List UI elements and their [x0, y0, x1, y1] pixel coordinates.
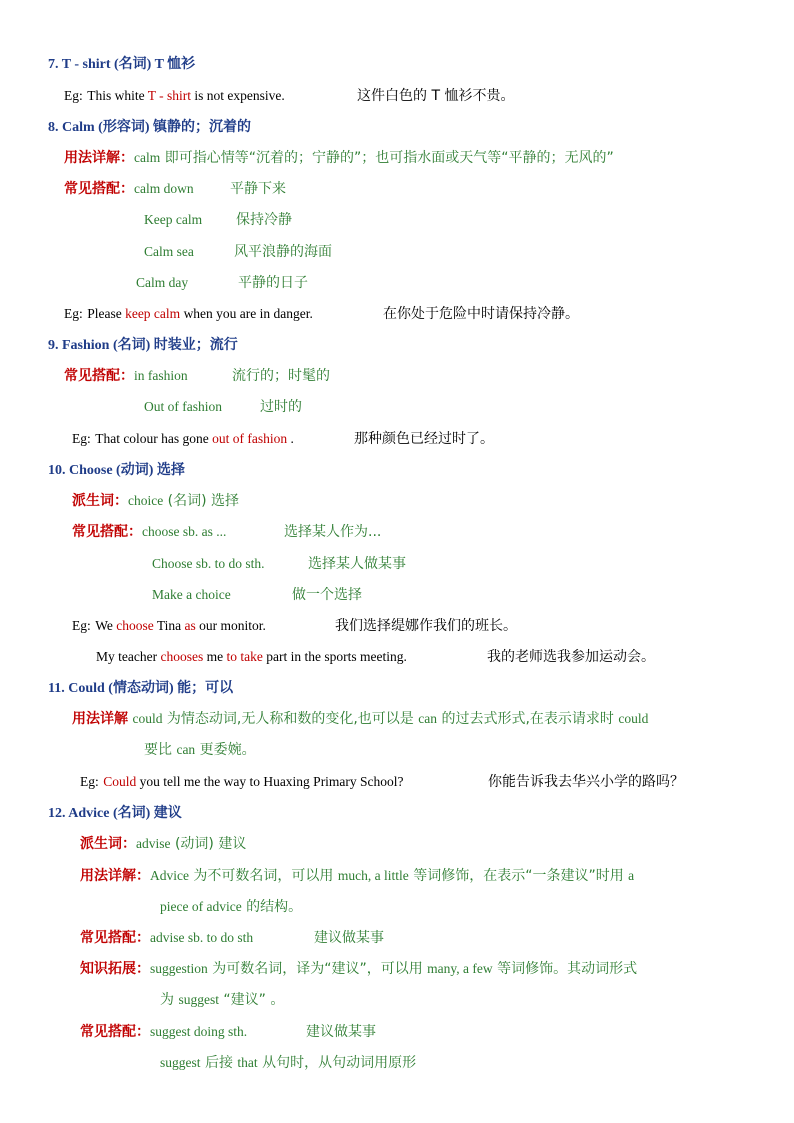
collocation-cn: 平静的日子 [238, 275, 308, 291]
section-11-heading: 11. Could (情态动词) 能；可以 [48, 681, 234, 696]
section-12-extension-cont: 为 suggest “建议” 。 [160, 992, 285, 1008]
section-9-example: Eg: That colour has gone out of fashion . [72, 431, 294, 446]
section-11-usage: 用法详解 could 为情态动词,无人称和数的变化,也可以是 can 的过去式形式,在表示请求时 could [72, 711, 649, 727]
section-8-example-cn: 在你处于危险中时请保持冷静。 [383, 306, 579, 322]
section-8-usage: 用法详解：calm 即可指心情等“沉着的；宁静的”；也可指水面或天气等“平静的；无风的” [64, 150, 614, 166]
section-12-usage-cont: piece of advice 的结构。 [160, 899, 303, 915]
section-11-example: Eg: Could you tell me the way to Huaxing Primary School? [80, 774, 404, 789]
collocation-en: Out of fashion [144, 399, 222, 414]
section-10-example-2-cn: 我的老师选我参加运动会。 [487, 649, 655, 665]
section-12-collocation: 常见搭配：advise sb. to do sth [80, 930, 254, 946]
collocation-cn: 选择某人作为... [284, 524, 382, 540]
section-10-derived: 派生词：choice (名词) 选择 [72, 493, 240, 509]
section-12-collocation-2: 常见搭配：suggest doing sth. [80, 1024, 248, 1040]
collocation-cn: 选择某人做某事 [308, 556, 406, 572]
section-7-heading: 7. T - shirt (名词) T 恤衫 [48, 57, 196, 72]
section-9-example-cn: 那种颜色已经过时了。 [354, 431, 494, 447]
section-12-extension: 知识拓展：suggestion 为可数名词，译为“建议”，可以用 many, a few 等词修饰。其动词形式 [80, 961, 638, 977]
section-12-note: suggest 后接 that 从句时，从句动词用原形 [160, 1055, 417, 1071]
collocation-en: Make a choice [152, 587, 231, 602]
collocation-cn: 保持冷静 [236, 212, 292, 228]
collocation-cn: 建议做某事 [314, 930, 384, 946]
section-9-heading: 9. Fashion (名词) 时装业；流行 [48, 338, 238, 353]
section-8-example: Eg: Please keep calm when you are in danger. [64, 306, 313, 321]
section-8-heading: 8. Calm (形容词) 镇静的；沉着的 [48, 120, 251, 135]
section-10-example: Eg: We choose Tina as our monitor. [72, 618, 266, 633]
section-11-usage-cont: 要比 can 更委婉。 [144, 742, 256, 758]
section-7-example: Eg: This white T - shirt is not expensive. [64, 88, 285, 103]
section-12-usage: 用法详解：Advice 为不可数名词，可以用 much, a little 等词修饰，在表示“一条建议”时用 a [80, 868, 635, 884]
section-10-example-cn: 我们选择缇娜作我们的班长。 [335, 618, 517, 634]
collocation-cn: 流行的；时髦的 [232, 368, 330, 384]
section-9-collocation: 常见搭配：in fashion [64, 368, 188, 384]
section-8-collocation: 常见搭配：calm down [64, 181, 194, 197]
section-11-example-cn: 你能告诉我去华兴小学的路吗？ [488, 774, 684, 790]
collocation-en: Calm day [136, 275, 189, 290]
section-10-collocation: 常见搭配：choose sb. as ... [72, 524, 227, 540]
section-10-example-2: My teacher chooses me to take part in the sports meeting. [96, 649, 407, 664]
collocation-en: Choose sb. to do sth. [152, 556, 265, 571]
collocation-cn: 建议做某事 [306, 1024, 376, 1040]
collocation-en: Calm sea [144, 244, 194, 259]
section-12-heading: 12. Advice (名词) 建议 [48, 806, 182, 821]
collocation-en: Keep calm [144, 212, 203, 227]
collocation-cn: 过时的 [260, 399, 302, 415]
section-10-heading: 10. Choose (动词) 选择 [48, 463, 185, 478]
collocation-cn: 风平浪静的海面 [234, 244, 332, 260]
section-7-example-cn: 这件白色的 T 恤衫不贵。 [357, 88, 515, 104]
collocation-cn: 平静下来 [230, 181, 286, 197]
collocation-cn: 做一个选择 [292, 587, 362, 603]
section-12-derived: 派生词：advise (动词) 建议 [80, 836, 247, 852]
